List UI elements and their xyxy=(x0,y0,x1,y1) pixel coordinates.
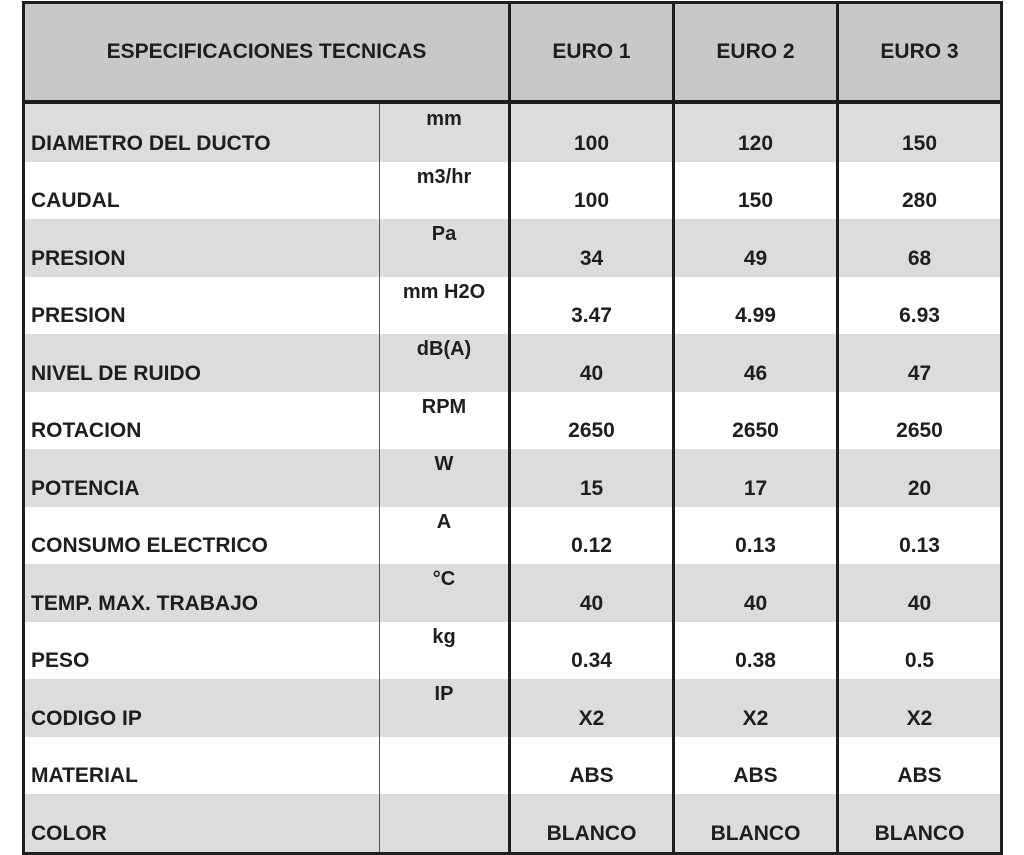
table-header xyxy=(24,3,1002,103)
table-row xyxy=(24,449,1002,507)
value-euro-2: 120 xyxy=(674,102,838,162)
unit-label: m3/hr xyxy=(380,162,510,220)
unit-label: RPM xyxy=(380,392,510,450)
specifications-table xyxy=(22,1,1003,855)
table-row xyxy=(24,794,1002,853)
parameter-label: POTENCIA xyxy=(24,449,380,507)
table-row xyxy=(24,737,1002,795)
value-euro-1: 0.34 xyxy=(510,622,674,680)
value-euro-2: 40 xyxy=(674,564,838,622)
value-euro-1: 100 xyxy=(510,102,674,162)
parameter-label: DIAMETRO DEL DUCTO xyxy=(24,102,380,162)
table-row xyxy=(24,334,1002,392)
value-euro-2: X2 xyxy=(674,679,838,737)
model-header-euro-3: EURO 3 xyxy=(838,3,1002,103)
value-euro-2: 0.13 xyxy=(674,507,838,565)
unit-label: A xyxy=(380,507,510,565)
value-euro-3: BLANCO xyxy=(838,794,1002,853)
table-row xyxy=(24,219,1002,277)
parameter-label: COLOR xyxy=(24,794,380,853)
value-euro-3: 2650 xyxy=(838,392,1002,450)
value-euro-2: 46 xyxy=(674,334,838,392)
parameter-label: MATERIAL xyxy=(24,737,380,795)
value-euro-1: 100 xyxy=(510,162,674,220)
unit-label: mm xyxy=(380,102,510,162)
value-euro-3: 150 xyxy=(838,102,1002,162)
parameter-label: PRESION xyxy=(24,277,380,335)
table-body xyxy=(24,102,1002,853)
unit-label: mm H2O xyxy=(380,277,510,335)
unit-label: kg xyxy=(380,622,510,680)
parameter-label: TEMP. MAX. TRABAJO xyxy=(24,564,380,622)
value-euro-1: 40 xyxy=(510,564,674,622)
header-row xyxy=(24,3,1002,103)
value-euro-2: BLANCO xyxy=(674,794,838,853)
value-euro-1: 0.12 xyxy=(510,507,674,565)
value-euro-3: 0.5 xyxy=(838,622,1002,680)
value-euro-2: ABS xyxy=(674,737,838,795)
parameter-label: ROTACION xyxy=(24,392,380,450)
value-euro-1: 15 xyxy=(510,449,674,507)
model-header-euro-1: EURO 1 xyxy=(510,3,674,103)
value-euro-1: 40 xyxy=(510,334,674,392)
unit-label: dB(A) xyxy=(380,334,510,392)
table-row xyxy=(24,277,1002,335)
value-euro-3: 40 xyxy=(838,564,1002,622)
table-row xyxy=(24,564,1002,622)
value-euro-3: 20 xyxy=(838,449,1002,507)
table-row xyxy=(24,679,1002,737)
unit-label xyxy=(380,794,510,853)
parameter-label: NIVEL DE RUIDO xyxy=(24,334,380,392)
unit-label xyxy=(380,737,510,795)
parameter-label: PESO xyxy=(24,622,380,680)
table-row xyxy=(24,162,1002,220)
value-euro-3: 280 xyxy=(838,162,1002,220)
model-header-euro-2: EURO 2 xyxy=(674,3,838,103)
value-euro-1: 2650 xyxy=(510,392,674,450)
value-euro-3: X2 xyxy=(838,679,1002,737)
value-euro-1: BLANCO xyxy=(510,794,674,853)
value-euro-3: 68 xyxy=(838,219,1002,277)
value-euro-3: 47 xyxy=(838,334,1002,392)
value-euro-1: X2 xyxy=(510,679,674,737)
unit-label: °C xyxy=(380,564,510,622)
value-euro-2: 150 xyxy=(674,162,838,220)
parameter-label: CAUDAL xyxy=(24,162,380,220)
value-euro-1: 34 xyxy=(510,219,674,277)
unit-label: W xyxy=(380,449,510,507)
value-euro-3: 0.13 xyxy=(838,507,1002,565)
table-row xyxy=(24,507,1002,565)
value-euro-2: 0.38 xyxy=(674,622,838,680)
value-euro-2: 17 xyxy=(674,449,838,507)
value-euro-2: 2650 xyxy=(674,392,838,450)
value-euro-1: 3.47 xyxy=(510,277,674,335)
unit-label: Pa xyxy=(380,219,510,277)
value-euro-2: 4.99 xyxy=(674,277,838,335)
value-euro-3: 6.93 xyxy=(838,277,1002,335)
parameter-label: PRESION xyxy=(24,219,380,277)
value-euro-1: ABS xyxy=(510,737,674,795)
parameter-label: CONSUMO ELECTRICO xyxy=(24,507,380,565)
value-euro-2: 49 xyxy=(674,219,838,277)
table-row xyxy=(24,622,1002,680)
value-euro-3: ABS xyxy=(838,737,1002,795)
parameter-label: CODIGO IP xyxy=(24,679,380,737)
table-row xyxy=(24,102,1002,162)
specifications-title: ESPECIFICACIONES TECNICAS xyxy=(24,3,510,103)
unit-label: IP xyxy=(380,679,510,737)
table-row xyxy=(24,392,1002,450)
